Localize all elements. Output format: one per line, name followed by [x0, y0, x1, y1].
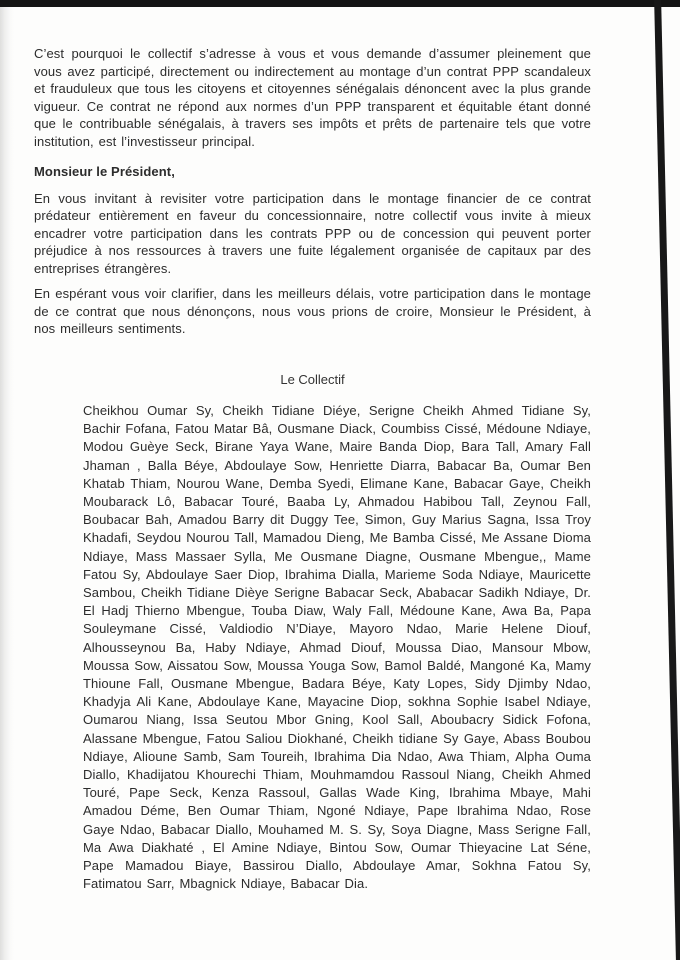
letter-page	[34, 45, 591, 893]
letter-paragraph-3: En espérant vous voir clarifier, dans les meilleurs délais, votre participation dans le montage de ce contrat que nous dénonçons, nous vous prions de croire, Monsieur le Président, à nos meilleurs sentiments.	[34, 286, 591, 336]
signatories-list: Cheikhou Oumar Sy, Cheikh Tidiane Diéye, Serigne Cheikh Ahmed Tidiane Sy, Bachir Fofana, Fatou Matar Bâ, Ousmane Diack, Coumbiss Cissé, Médoune Ndiaye, Modou Guèye Seck, Birane Yaya Wane, Maire Banda Diop, Bara Tall, Amary Fall Jhaman , Balla Béye, Abdoulaye Sow, Henriette Diarra, Babacar Ba, Oumar Ben Khatab Thiam, Nourou Wane, Demba Syedi, Elimane Kane, Babacar Gaye, Cheikh Moubarack Lô, Babacar Touré, Baaba Ly, Ahmadou Habibou Tall, Zeynou Fall, Boubacar Bah, Amadou Barry dit Duggy Tee, Simon, Guy Marius Sagna, Issa Troy Khadafi, Seydou Nourou Tall, Mamadou Dieng, Me Bamba Cissé, Me Assane Dioma Ndiaye, Mass Massaer Sylla, Me Ousmane Diagne, Ousmane Mbengue,, Mame Fatou Sy, Abdoulaye Saer Diop, Ibrahima Dialla, Marieme Soda Ndiaye, Mauricette Sambou, Cheikh Tidiane Dièye Serigne Babacar Seck, Ababacar Sadikh Ndiaye, Dr. El Hadj Thierno Mbengue, Touba Diaw, Waly Fall, Médoune Kane, Awa Ba, Papa Souleymane Cissé, Valdiodio N’Diaye, Mayoro Ndao, Marie Helene Diouf, Alhousseynou Ba, Haby Ndiaye, Ahmad Diouf, Moussa Diao, Mansour Mbow, Moussa Sow, Aissatou Sow, Moussa Youga Sow, Bamol Baldé, Mangoné Ka, Mamy Thioune Fall, Ousmane Mbengue, Badara Béye, Katy Lopes, Sidy Djimby Ndao, Khadyja Ali Kane, Abdoulaye Kane, Mayacine Diop, sokhna Sophie Isabel Ndiaye, Oumarou Niang, Issa Seutou Mbor Gning, Kool Sall, Aboubacry Sidick Fofona, Alassane Mbengue, Fatou Saliou Diokhané, Cheikh tidiane Sy Gaye, Abass Boubou Ndiaye, Alioune Samb, Sam Toureih, Ibrahima Dia Ndao, Awa Thiam, Alpha Ouma Diallo, Khadijatou Khourechi Thiam, Mouhmamdou Rassoul Niang, Cheikh Ahmed Touré, Pape Seck, Kenza Rassoul, Gallas Wade King, Ibrahima Mbaye, Mahi Amadou Déme, Ben Oumar Thiam, Ngoné Ndiaye, Pape Ibrahima Ndao, Rose Gaye Ndao, Babacar Diallo, Mouhamed M. S. Sy, Soya Diagne, Mass Serigne Fall, Ma Awa Diakhaté , El Amine Ndiaye, Bintou Sow, Oumar Thieyacine Lat Séne, Pape Mamadou Biaye, Bassirou Diallo, Abdoulaye Amar, Sokhna Fatou Sy, Fatimatou Sarr, Mbagnick Ndiaye, Babacar Dia.	[83, 403, 591, 892]
photo-left-edge-shadow	[0, 7, 14, 960]
letter-paragraph-1: C’est pourquoi le collectif s’adresse à vous et vous demande d’assumer pleinement que vous avez participé, directement ou indirectement au montage d’un contrat PPP scandaleux et frauduleux que tous les citoyens et citoyennes sénégalais dénoncent avec la plus grande vigueur. Ce contrat ne répond aux normes d’un PPP transparent et équitable étant donné que le contribuable sénégalais, à travers ses impôts et prêts de partenaire tels que votre institution, est l’investisseur principal.	[34, 46, 591, 149]
signature-heading: Le Collectif	[280, 371, 345, 387]
letter-salutation: Monsieur le Président,	[34, 164, 175, 179]
letter-paragraph-2: En vous invitant à revisiter votre participation dans le montage financier de ce contrat prédateur entièrement en faveur du concessionnaire, notre collectif vous invite à mieux encadrer votre participation dans les contrats PPP ou de concession qui peuvent porter préjudice à nos ressources à travers une fuite légalement organisée de capitaux par des entreprises étrangères.	[34, 190, 591, 276]
photo-right-edge	[654, 0, 680, 960]
photo-top-edge	[0, 0, 680, 7]
